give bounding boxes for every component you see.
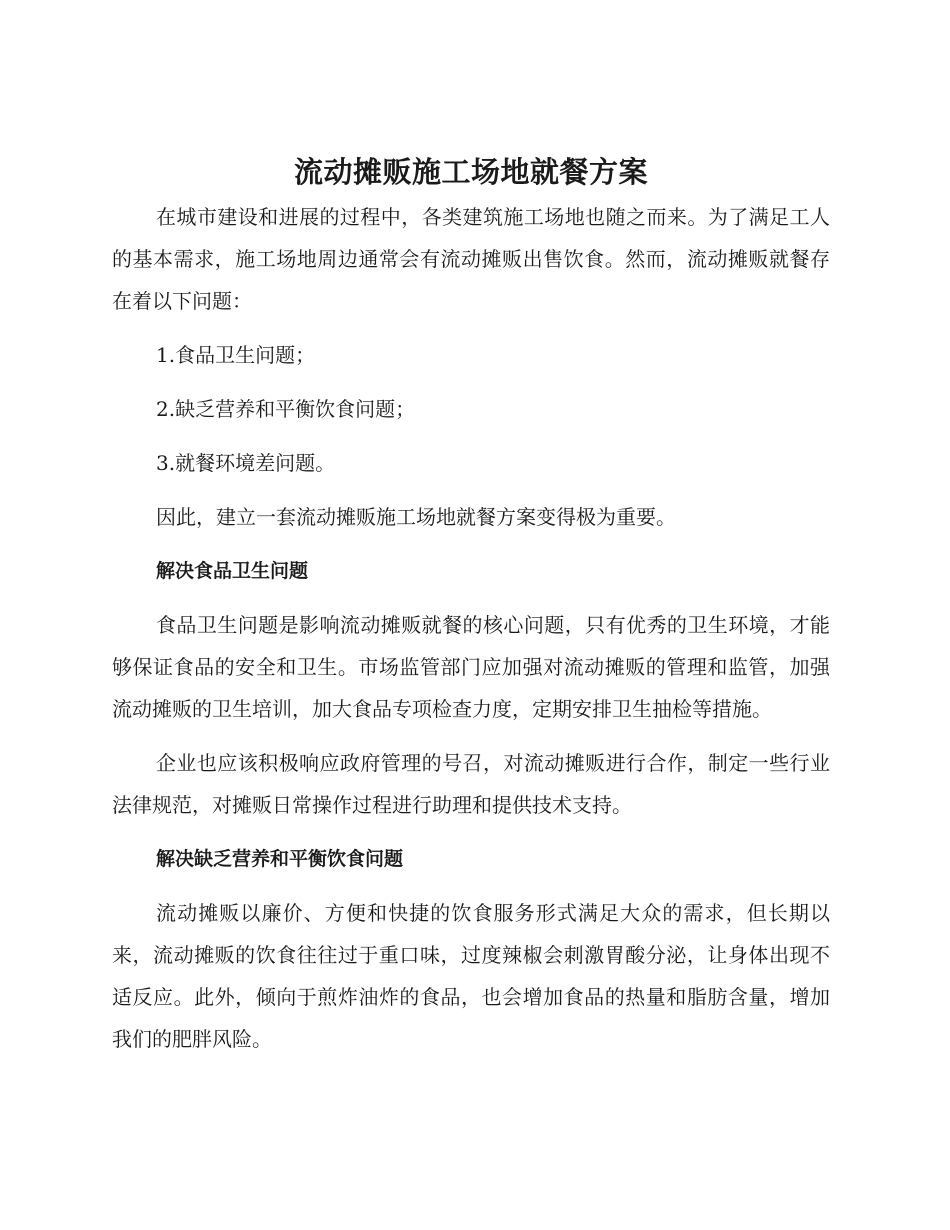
section-heading-nutrition: 解决缺乏营养和平衡饮食问题 [156, 848, 404, 870]
section-heading-food-hygiene: 解决食品卫生问题 [156, 560, 309, 582]
document-page [112, 148, 830, 1060]
intro-paragraph: 在城市建设和进展的过程中，各类建筑施工场地也随之而来。为了满足工人的基本需求，施工场地周边通常会有流动摊贩出售饮食。然而，流动摊贩就餐存在着以下问题： [112, 205, 830, 313]
section1-paragraph-1: 食品卫生问题是影响流动摊贩就餐的核心问题，只有优秀的卫生环境，才能够保证食品的安全和卫生。市场监管部门应加强对流动摊贩的管理和监管，加强流动摊贩的卫生培训，加大食品专项检查力度，定期安排卫生抽检等措施。 [112, 613, 830, 721]
conclusion-paragraph: 因此，建立一套流动摊贩施工场地就餐方案变得极为重要。 [156, 505, 676, 529]
problem-item-2: 2.缺乏营养和平衡饮食问题； [156, 397, 416, 421]
section2-paragraph-1: 流动摊贩以廉价、方便和快捷的饮食服务形式满足大众的需求，但长期以来，流动摊贩的饮食往往过于重口味，过度辣椒会刺激胃酸分泌，让身体出现不适反应。此外，倾向于煎炸油炸的食品，也会增加食品的热量和脂肪含量，增加我们的肥胖风险。 [112, 901, 830, 1051]
problem-item-1: 1.食品卫生问题； [156, 343, 316, 367]
problem-item-3: 3.就餐环境差问题。 [156, 451, 336, 475]
section1-paragraph-2: 企业也应该积极响应政府管理的号召，对流动摊贩进行合作，制定一些行业法律规范，对摊贩日常操作过程进行助理和提供技术支持。 [112, 751, 830, 817]
document-title: 流动摊贩施工场地就餐方案 [293, 155, 648, 189]
